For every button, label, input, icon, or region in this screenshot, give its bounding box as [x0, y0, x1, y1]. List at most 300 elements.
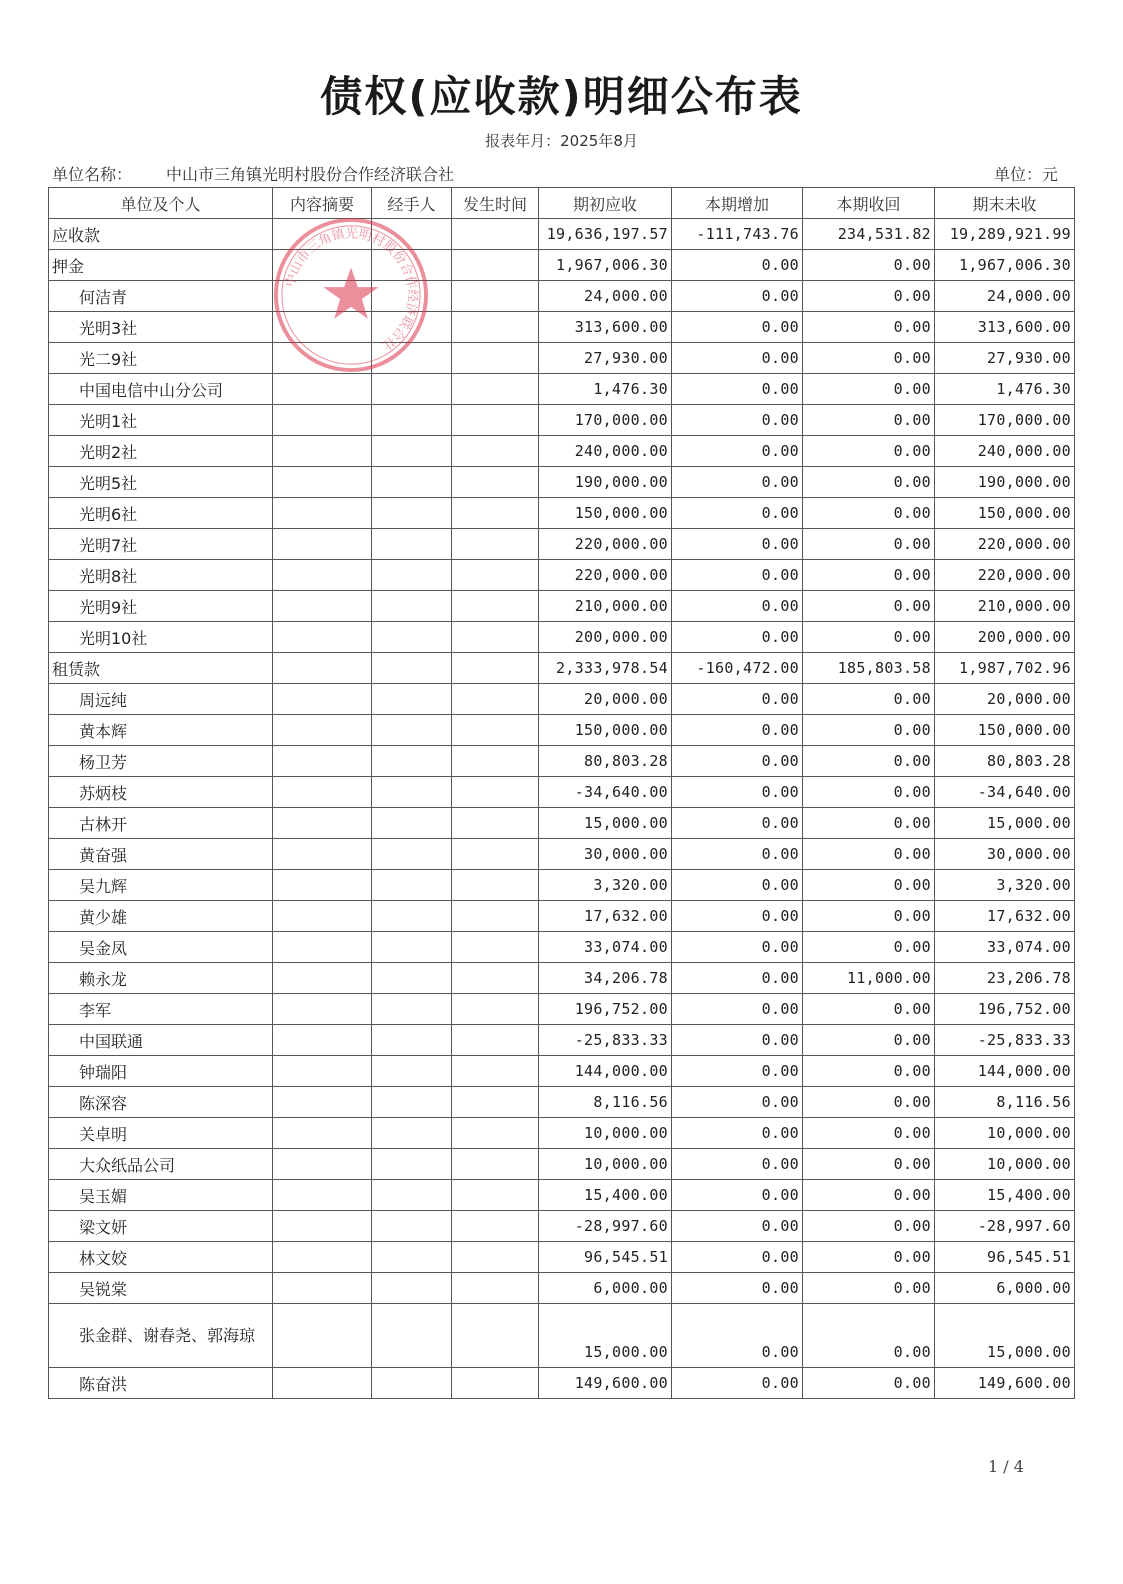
row-name: 吴金凤	[49, 932, 273, 963]
row-period-increase: 0.00	[672, 498, 803, 529]
row-handler	[372, 839, 452, 870]
row-closing-outstanding: 15,000.00	[935, 1304, 1075, 1368]
row-name: 光明2社	[49, 436, 273, 467]
row-closing-outstanding: 210,000.00	[935, 591, 1075, 622]
header-cell: 经手人	[372, 188, 452, 219]
row-date	[452, 963, 539, 994]
row-opening-receivable: 170,000.00	[539, 405, 672, 436]
row-handler	[372, 1025, 452, 1056]
row-summary	[273, 281, 372, 312]
row-handler	[372, 901, 452, 932]
table-row	[49, 436, 1075, 467]
row-period-recovered: 0.00	[803, 1087, 935, 1118]
table-row	[49, 1273, 1075, 1304]
row-summary	[273, 808, 372, 839]
row-handler	[372, 1211, 452, 1242]
row-period-increase: 0.00	[672, 591, 803, 622]
row-handler	[372, 498, 452, 529]
row-handler	[372, 808, 452, 839]
row-period-increase: 0.00	[672, 777, 803, 808]
row-period-increase: 0.00	[672, 312, 803, 343]
row-handler	[372, 1118, 452, 1149]
row-name: 苏炳枝	[49, 777, 273, 808]
row-opening-receivable: 1,967,006.30	[539, 250, 672, 281]
row-opening-receivable: 19,636,197.57	[539, 219, 672, 250]
row-summary	[273, 219, 372, 250]
row-period-recovered: 0.00	[803, 1180, 935, 1211]
row-name: 光明6社	[49, 498, 273, 529]
page-title: 债权(应收款)明细公布表	[320, 72, 803, 121]
row-name: 黄奋强	[49, 839, 273, 870]
row-date	[452, 715, 539, 746]
row-period-recovered: 0.00	[803, 343, 935, 374]
row-handler	[372, 746, 452, 777]
row-opening-receivable: 80,803.28	[539, 746, 672, 777]
row-name: 吴锐棠	[49, 1273, 273, 1304]
row-handler	[372, 1273, 452, 1304]
row-handler	[372, 1180, 452, 1211]
row-name: 林文姣	[49, 1242, 273, 1273]
row-closing-outstanding: 149,600.00	[935, 1368, 1075, 1399]
row-date	[452, 436, 539, 467]
row-period-recovered: 0.00	[803, 1368, 935, 1399]
row-date	[452, 622, 539, 653]
row-name: 中国电信中山分公司	[49, 374, 273, 405]
row-handler	[372, 436, 452, 467]
row-name: 吴玉媚	[49, 1180, 273, 1211]
row-opening-receivable: 210,000.00	[539, 591, 672, 622]
row-date	[452, 312, 539, 343]
row-name: 吴九辉	[49, 870, 273, 901]
svg-text:中山市三角镇光明村股份合作经济联合社: 中山市三角镇光明村股份合作经济联合社	[283, 226, 420, 353]
table-row	[49, 250, 1075, 281]
row-closing-outstanding: 27,930.00	[935, 343, 1075, 374]
row-closing-outstanding: 20,000.00	[935, 684, 1075, 715]
table-row	[49, 1056, 1075, 1087]
row-handler	[372, 622, 452, 653]
row-opening-receivable: 313,600.00	[539, 312, 672, 343]
table-row	[49, 684, 1075, 715]
table-row	[49, 529, 1075, 560]
row-name: 押金	[49, 250, 273, 281]
row-period-increase: 0.00	[672, 1118, 803, 1149]
table-row	[49, 467, 1075, 498]
table-row	[49, 653, 1075, 684]
row-closing-outstanding: 150,000.00	[935, 715, 1075, 746]
row-summary	[273, 1056, 372, 1087]
row-summary	[273, 932, 372, 963]
row-opening-receivable: 6,000.00	[539, 1273, 672, 1304]
row-summary	[273, 560, 372, 591]
row-summary	[273, 777, 372, 808]
row-date	[452, 374, 539, 405]
row-opening-receivable: 8,116.56	[539, 1087, 672, 1118]
row-opening-receivable: 15,400.00	[539, 1180, 672, 1211]
row-opening-receivable: 2,333,978.54	[539, 653, 672, 684]
header-cell: 发生时间	[452, 188, 539, 219]
row-handler	[372, 374, 452, 405]
row-date	[452, 1273, 539, 1304]
row-summary	[273, 374, 372, 405]
row-period-recovered: 0.00	[803, 498, 935, 529]
row-period-increase: 0.00	[672, 1180, 803, 1211]
row-closing-outstanding: 19,289,921.99	[935, 219, 1075, 250]
row-period-recovered: 0.00	[803, 1273, 935, 1304]
row-period-increase: 0.00	[672, 715, 803, 746]
row-summary	[273, 901, 372, 932]
row-date	[452, 281, 539, 312]
row-opening-receivable: 10,000.00	[539, 1149, 672, 1180]
row-handler	[372, 963, 452, 994]
row-handler	[372, 1304, 452, 1368]
row-opening-receivable: 24,000.00	[539, 281, 672, 312]
row-period-increase: 0.00	[672, 839, 803, 870]
row-summary	[273, 1180, 372, 1211]
row-handler	[372, 405, 452, 436]
row-period-recovered: 0.00	[803, 436, 935, 467]
receivables-table	[48, 187, 1075, 1399]
row-closing-outstanding: 150,000.00	[935, 498, 1075, 529]
row-period-recovered: 185,803.58	[803, 653, 935, 684]
row-period-increase: 0.00	[672, 870, 803, 901]
row-name: 光明1社	[49, 405, 273, 436]
row-closing-outstanding: 220,000.00	[935, 529, 1075, 560]
row-date	[452, 684, 539, 715]
row-date	[452, 808, 539, 839]
row-name: 中国联通	[49, 1025, 273, 1056]
header-cell: 期初应收	[539, 188, 672, 219]
table-row	[49, 839, 1075, 870]
table-row	[49, 498, 1075, 529]
row-period-increase: 0.00	[672, 467, 803, 498]
row-handler	[372, 467, 452, 498]
row-closing-outstanding: 15,400.00	[935, 1180, 1075, 1211]
table-row	[49, 1149, 1075, 1180]
table-row	[49, 777, 1075, 808]
row-period-increase: 0.00	[672, 1087, 803, 1118]
row-date	[452, 1242, 539, 1273]
row-opening-receivable: -25,833.33	[539, 1025, 672, 1056]
row-handler	[372, 529, 452, 560]
row-closing-outstanding: 170,000.00	[935, 405, 1075, 436]
row-period-recovered: 0.00	[803, 560, 935, 591]
row-name: 杨卫芳	[49, 746, 273, 777]
header-cell: 本期收回	[803, 188, 935, 219]
row-closing-outstanding: 196,752.00	[935, 994, 1075, 1025]
row-date	[452, 901, 539, 932]
row-summary	[273, 436, 372, 467]
table-row	[49, 901, 1075, 932]
row-closing-outstanding: 200,000.00	[935, 622, 1075, 653]
row-closing-outstanding: 220,000.00	[935, 560, 1075, 591]
row-closing-outstanding: 33,074.00	[935, 932, 1075, 963]
row-handler	[372, 684, 452, 715]
currency-unit: 单位：元	[993, 165, 1058, 184]
row-closing-outstanding: 190,000.00	[935, 467, 1075, 498]
row-period-increase: 0.00	[672, 1273, 803, 1304]
row-summary	[273, 591, 372, 622]
row-opening-receivable: 1,476.30	[539, 374, 672, 405]
row-name: 赖永龙	[49, 963, 273, 994]
row-summary	[273, 1211, 372, 1242]
row-period-increase: 0.00	[672, 1149, 803, 1180]
row-closing-outstanding: 10,000.00	[935, 1118, 1075, 1149]
row-opening-receivable: 220,000.00	[539, 529, 672, 560]
table-header-row	[49, 188, 1075, 219]
row-name: 陈奋洪	[49, 1368, 273, 1399]
row-summary	[273, 1025, 372, 1056]
row-date	[452, 250, 539, 281]
row-handler	[372, 994, 452, 1025]
row-closing-outstanding: 3,320.00	[935, 870, 1075, 901]
row-closing-outstanding: 23,206.78	[935, 963, 1075, 994]
row-date	[452, 1025, 539, 1056]
row-handler	[372, 1242, 452, 1273]
row-period-recovered: 0.00	[803, 591, 935, 622]
table-row	[49, 343, 1075, 374]
row-handler	[372, 777, 452, 808]
row-summary	[273, 467, 372, 498]
row-opening-receivable: -28,997.60	[539, 1211, 672, 1242]
table-row	[49, 1368, 1075, 1399]
row-name: 李军	[49, 994, 273, 1025]
table-row	[49, 1180, 1075, 1211]
row-name: 梁文妍	[49, 1211, 273, 1242]
row-date	[452, 932, 539, 963]
row-summary	[273, 1368, 372, 1399]
row-opening-receivable: 150,000.00	[539, 498, 672, 529]
row-period-increase: 0.00	[672, 684, 803, 715]
row-opening-receivable: 96,545.51	[539, 1242, 672, 1273]
row-date	[452, 560, 539, 591]
row-period-recovered: 0.00	[803, 1149, 935, 1180]
row-handler	[372, 560, 452, 591]
row-period-recovered: 0.00	[803, 374, 935, 405]
row-summary	[273, 684, 372, 715]
row-period-increase: 0.00	[672, 1056, 803, 1087]
row-period-recovered: 0.00	[803, 529, 935, 560]
unit-info-row	[52, 162, 1062, 184]
row-period-recovered: 0.00	[803, 405, 935, 436]
row-date	[452, 1368, 539, 1399]
row-period-recovered: 0.00	[803, 684, 935, 715]
row-summary	[273, 746, 372, 777]
table-row	[49, 746, 1075, 777]
row-name: 光明10社	[49, 622, 273, 653]
row-summary	[273, 250, 372, 281]
row-period-increase: 0.00	[672, 622, 803, 653]
row-summary	[273, 1304, 372, 1368]
row-period-recovered: 0.00	[803, 870, 935, 901]
row-summary	[273, 1087, 372, 1118]
table-row	[49, 1211, 1075, 1242]
row-opening-receivable: 149,600.00	[539, 1368, 672, 1399]
row-handler	[372, 1056, 452, 1087]
row-name: 何洁青	[49, 281, 273, 312]
report-date: 报表年月：2025年8月	[485, 132, 638, 150]
row-date	[452, 1211, 539, 1242]
row-handler	[372, 1087, 452, 1118]
table-row	[49, 1304, 1075, 1368]
table-row	[49, 591, 1075, 622]
row-opening-receivable: 190,000.00	[539, 467, 672, 498]
row-closing-outstanding: 1,476.30	[935, 374, 1075, 405]
row-period-recovered: 0.00	[803, 839, 935, 870]
row-period-recovered: 0.00	[803, 1118, 935, 1149]
row-closing-outstanding: 24,000.00	[935, 281, 1075, 312]
row-period-recovered: 0.00	[803, 1211, 935, 1242]
table-body	[49, 219, 1075, 1399]
unit-name-label: 单位名称：	[52, 165, 133, 184]
row-period-increase: 0.00	[672, 1368, 803, 1399]
row-handler	[372, 870, 452, 901]
row-date	[452, 839, 539, 870]
table-row	[49, 994, 1075, 1025]
row-summary	[273, 994, 372, 1025]
header-cell: 本期增加	[672, 188, 803, 219]
header-cell: 内容摘要	[273, 188, 372, 219]
table-row	[49, 374, 1075, 405]
row-handler	[372, 281, 452, 312]
header-cell: 单位及个人	[49, 188, 273, 219]
row-period-increase: 0.00	[672, 1242, 803, 1273]
row-date	[452, 219, 539, 250]
row-name: 光明9社	[49, 591, 273, 622]
row-opening-receivable: 17,632.00	[539, 901, 672, 932]
row-summary	[273, 839, 372, 870]
table-row	[49, 405, 1075, 436]
row-summary	[273, 963, 372, 994]
row-opening-receivable: 220,000.00	[539, 560, 672, 591]
row-date	[452, 777, 539, 808]
row-period-recovered: 0.00	[803, 1242, 935, 1273]
row-handler	[372, 343, 452, 374]
row-name: 陈深容	[49, 1087, 273, 1118]
header-cell: 期末未收	[935, 188, 1075, 219]
table-row	[49, 870, 1075, 901]
row-opening-receivable: 196,752.00	[539, 994, 672, 1025]
row-period-recovered: 0.00	[803, 250, 935, 281]
row-period-recovered: 0.00	[803, 994, 935, 1025]
row-name: 张金群、谢春尧、郭海琼	[49, 1304, 273, 1368]
row-period-recovered: 0.00	[803, 1025, 935, 1056]
row-closing-outstanding: 313,600.00	[935, 312, 1075, 343]
row-name: 黄本辉	[49, 715, 273, 746]
row-period-increase: 0.00	[672, 1025, 803, 1056]
table-row	[49, 1242, 1075, 1273]
table-row	[49, 1087, 1075, 1118]
table-row	[49, 312, 1075, 343]
row-summary	[273, 498, 372, 529]
row-summary	[273, 1149, 372, 1180]
row-name: 黄少雄	[49, 901, 273, 932]
row-closing-outstanding: 10,000.00	[935, 1149, 1075, 1180]
row-opening-receivable: 150,000.00	[539, 715, 672, 746]
row-period-recovered: 234,531.82	[803, 219, 935, 250]
row-name: 光明5社	[49, 467, 273, 498]
row-name: 钟瑞阳	[49, 1056, 273, 1087]
row-closing-outstanding: 96,545.51	[935, 1242, 1075, 1273]
row-period-recovered: 0.00	[803, 746, 935, 777]
row-date	[452, 870, 539, 901]
row-summary	[273, 653, 372, 684]
row-period-recovered: 0.00	[803, 1304, 935, 1368]
page-number: 1 / 4	[988, 1457, 1024, 1476]
table-row	[49, 808, 1075, 839]
row-opening-receivable: 27,930.00	[539, 343, 672, 374]
row-date	[452, 1056, 539, 1087]
row-name: 古林开	[49, 808, 273, 839]
table-row	[49, 932, 1075, 963]
row-opening-receivable: 200,000.00	[539, 622, 672, 653]
row-handler	[372, 1149, 452, 1180]
row-opening-receivable: 15,000.00	[539, 808, 672, 839]
table-row	[49, 963, 1075, 994]
row-handler	[372, 932, 452, 963]
row-date	[452, 1180, 539, 1211]
row-period-increase: 0.00	[672, 932, 803, 963]
row-name: 大众纸品公司	[49, 1149, 273, 1180]
row-period-increase: 0.00	[672, 994, 803, 1025]
row-summary	[273, 405, 372, 436]
row-closing-outstanding: 15,000.00	[935, 808, 1075, 839]
row-name: 应收款	[49, 219, 273, 250]
row-opening-receivable: 3,320.00	[539, 870, 672, 901]
row-summary	[273, 622, 372, 653]
row-period-recovered: 0.00	[803, 622, 935, 653]
row-period-increase: 0.00	[672, 436, 803, 467]
row-period-increase: 0.00	[672, 281, 803, 312]
row-period-increase: 0.00	[672, 746, 803, 777]
row-period-recovered: 0.00	[803, 715, 935, 746]
row-period-recovered: 0.00	[803, 312, 935, 343]
row-handler	[372, 250, 452, 281]
row-period-recovered: 0.00	[803, 281, 935, 312]
row-name: 周远纯	[49, 684, 273, 715]
row-handler	[372, 1368, 452, 1399]
row-opening-receivable: 144,000.00	[539, 1056, 672, 1087]
row-opening-receivable: 240,000.00	[539, 436, 672, 467]
table-row	[49, 1118, 1075, 1149]
row-date	[452, 1118, 539, 1149]
row-period-increase: 0.00	[672, 901, 803, 932]
row-handler	[372, 653, 452, 684]
row-period-increase: 0.00	[672, 808, 803, 839]
row-period-increase: -160,472.00	[672, 653, 803, 684]
row-closing-outstanding: 80,803.28	[935, 746, 1075, 777]
row-period-increase: 0.00	[672, 529, 803, 560]
table-row	[49, 1025, 1075, 1056]
table-row	[49, 219, 1075, 250]
row-summary	[273, 343, 372, 374]
row-period-increase: -111,743.76	[672, 219, 803, 250]
row-closing-outstanding: 240,000.00	[935, 436, 1075, 467]
row-opening-receivable: 34,206.78	[539, 963, 672, 994]
row-period-increase: 0.00	[672, 1211, 803, 1242]
row-opening-receivable: 20,000.00	[539, 684, 672, 715]
row-closing-outstanding: -25,833.33	[935, 1025, 1075, 1056]
row-period-increase: 0.00	[672, 374, 803, 405]
row-handler	[372, 591, 452, 622]
row-opening-receivable: 33,074.00	[539, 932, 672, 963]
row-closing-outstanding: 17,632.00	[935, 901, 1075, 932]
row-date	[452, 1087, 539, 1118]
row-handler	[372, 219, 452, 250]
row-name: 光二9社	[49, 343, 273, 374]
row-closing-outstanding: 6,000.00	[935, 1273, 1075, 1304]
row-period-recovered: 0.00	[803, 901, 935, 932]
row-date	[452, 467, 539, 498]
